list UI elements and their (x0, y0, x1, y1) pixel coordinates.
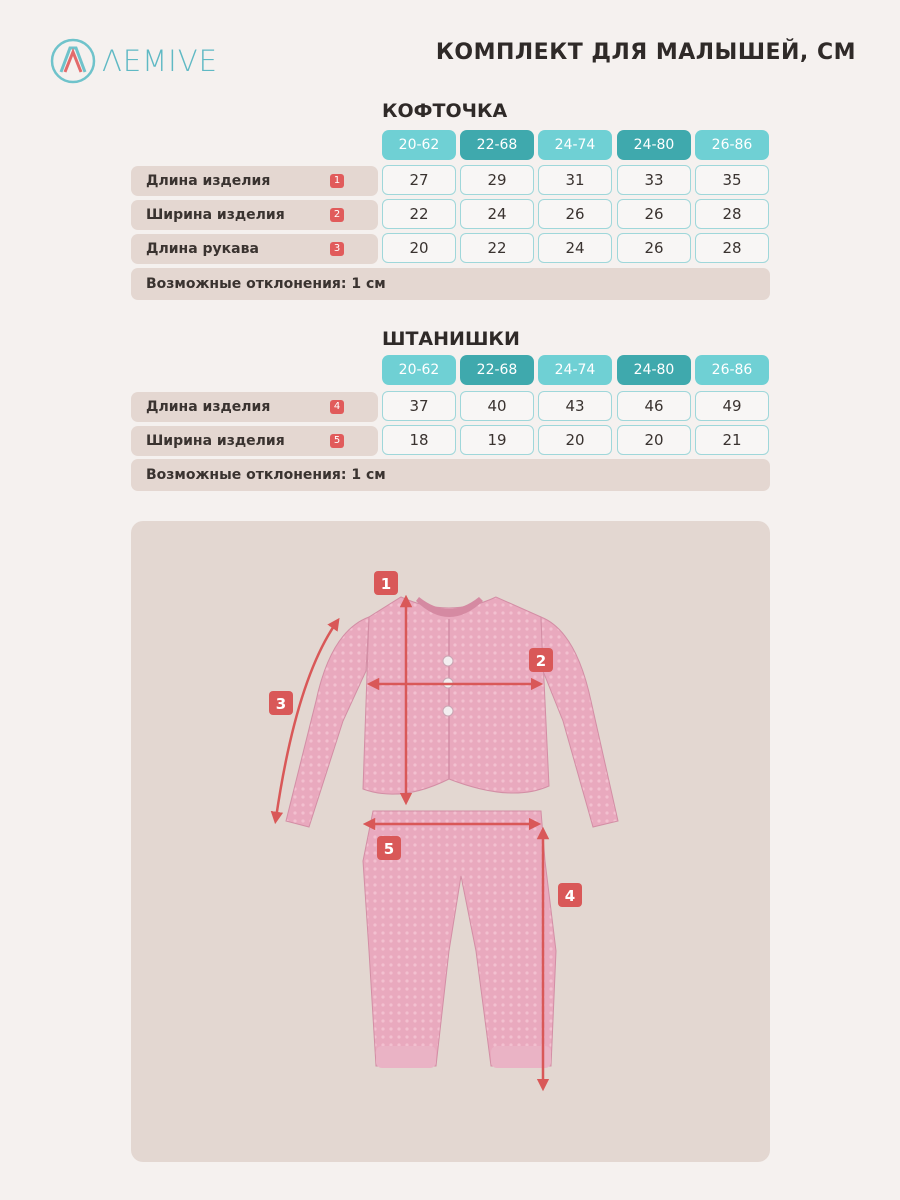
table-cell: 20 (382, 233, 456, 263)
measurement-label-text: Ширина изделия (146, 433, 285, 449)
table-cell: 49 (695, 391, 769, 421)
table-cell: 20 (617, 425, 691, 455)
jacket-size-header: 22-68 (460, 130, 534, 160)
tolerance-note (131, 459, 770, 491)
table-cell: 20 (538, 425, 612, 455)
table-cell: 26 (538, 199, 612, 229)
jacket-size-header: 20-62 (382, 130, 456, 160)
jacket-size-header: 26-86 (695, 130, 769, 160)
measurement-marker-badge: 1 (330, 174, 344, 188)
table-cell: 24 (538, 233, 612, 263)
pants-size-header: 26-86 (695, 355, 769, 385)
pants-size-header: 24-80 (617, 355, 691, 385)
table-cell: 28 (695, 199, 769, 229)
brand-name: ΛEMIVE (102, 44, 218, 78)
table-cell: 18 (382, 425, 456, 455)
table-cell: 40 (460, 391, 534, 421)
measurement-label-text: Ширина изделия (146, 207, 285, 223)
marker-badge-2 (529, 648, 553, 672)
table-cell: 22 (382, 199, 456, 229)
marker-badge-4 (558, 883, 582, 907)
table-cell: 28 (695, 233, 769, 263)
table-cell: 35 (695, 165, 769, 195)
measurement-label (131, 234, 378, 264)
table-cell: 21 (695, 425, 769, 455)
measurement-label-text: Длина рукава (146, 241, 259, 257)
table-cell: 31 (538, 165, 612, 195)
table-cell: 22 (460, 233, 534, 263)
garment-illustration (131, 521, 770, 1162)
jacket-shape (286, 597, 618, 827)
table-cell: 29 (460, 165, 534, 195)
measurement-label (131, 200, 378, 230)
measurement-label (131, 426, 378, 456)
marker-badge-label: 3 (275, 695, 287, 713)
jacket-section-title: КОФТОЧКА (382, 100, 508, 122)
tolerance-note-text: Возможные отклонения: 1 см (146, 467, 386, 483)
measurement-label-text: Длина изделия (146, 399, 271, 415)
table-cell: 37 (382, 391, 456, 421)
table-cell: 24 (460, 199, 534, 229)
table-cell: 27 (382, 165, 456, 195)
table-cell: 33 (617, 165, 691, 195)
table-cell: 19 (460, 425, 534, 455)
logo-icon (50, 38, 96, 84)
garment-illustration-panel (131, 521, 770, 1162)
table-cell: 26 (617, 233, 691, 263)
jacket-size-header: 24-80 (617, 130, 691, 160)
pants-size-header: 22-68 (460, 355, 534, 385)
measurement-label (131, 392, 378, 422)
pants-size-header: 20-62 (382, 355, 456, 385)
marker-badge-label: 1 (380, 575, 392, 593)
marker-badge-3 (269, 691, 293, 715)
measurement-label-text: Длина изделия (146, 173, 271, 189)
measurement-label (131, 166, 378, 196)
measurement-marker-badge: 5 (330, 434, 344, 448)
table-cell: 43 (538, 391, 612, 421)
marker-badge-label: 2 (535, 652, 547, 670)
table-cell: 26 (617, 199, 691, 229)
marker-badge-1 (374, 571, 398, 595)
marker-badge-5 (377, 836, 401, 860)
marker-badge-label: 4 (564, 887, 576, 905)
pants-size-header: 24-74 (538, 355, 612, 385)
brand-logo (50, 38, 218, 84)
measurement-marker-badge: 4 (330, 400, 344, 414)
pants-section-title: ШТАНИШКИ (382, 328, 520, 350)
table-cell: 46 (617, 391, 691, 421)
page-title: КОМПЛЕКТ ДЛЯ МАЛЫШЕЙ, СМ (435, 40, 856, 65)
measurement-marker-badge: 3 (330, 242, 344, 256)
tolerance-note (131, 268, 770, 300)
measurement-marker-badge: 2 (330, 208, 344, 222)
marker-badge-label: 5 (383, 840, 395, 858)
tolerance-note-text: Возможные отклонения: 1 см (146, 276, 386, 292)
jacket-size-header: 24-74 (538, 130, 612, 160)
